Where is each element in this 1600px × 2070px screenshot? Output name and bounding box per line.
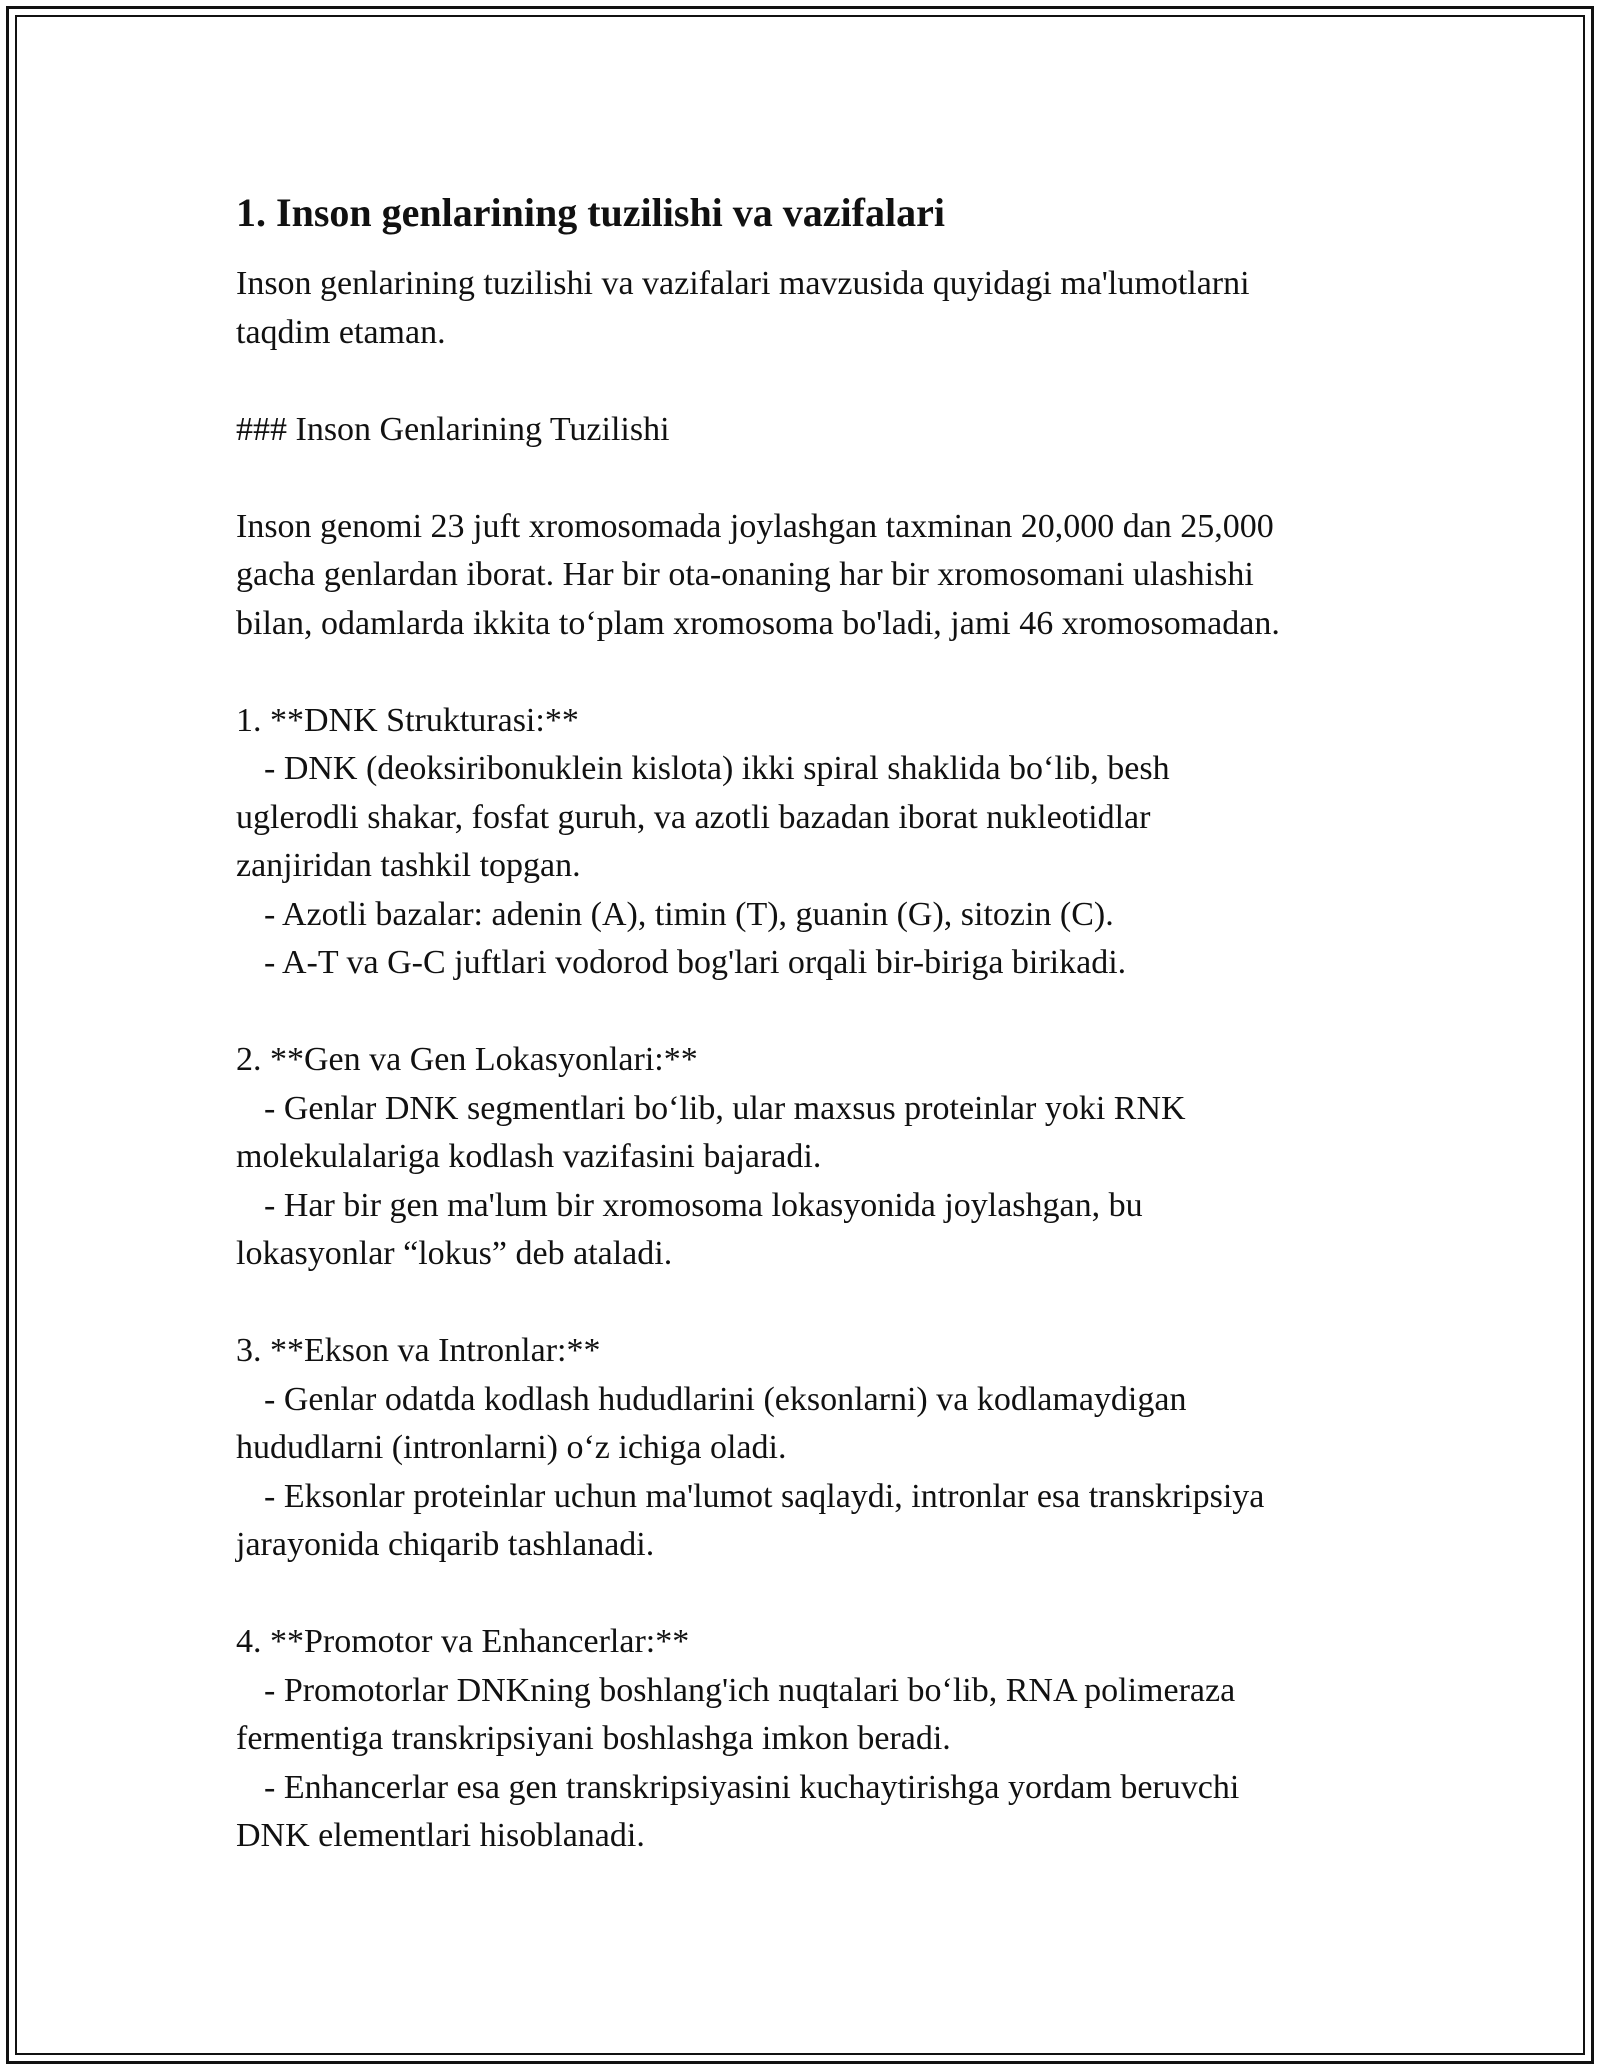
section-subheading: ### Inson Genlarining Tuzilishi — [236, 410, 670, 448]
bullet-line: - Genlar DNK segmentlari bo‘lib, ular maxsus proteinlar yoki RNK — [264, 1089, 1186, 1127]
bullet-line: - DNK (deoksiribonuklein kislota) ikki spiral shaklida bo‘lib, besh — [264, 750, 1170, 787]
continuation-line: lokasyonlar “lokus” deb ataladi. — [236, 1235, 673, 1272]
section-block — [236, 1618, 1366, 1861]
continuation-line: hududlarni (intronlarni) o‘z ichiga oladi. — [236, 1429, 787, 1466]
bullet-line: - Promotorlar DNKning boshlang'ich nuqtalari bo‘lib, RNA polimeraza — [264, 1671, 1236, 1709]
bullet-line: - Har bir gen ma'lum bir xromosoma lokasyonida joylashgan, bu — [264, 1186, 1143, 1224]
intro-paragraph — [236, 260, 1366, 357]
bullet-line: - Enhancerlar esa gen transkripsiyasini kuchaytirishga yordam beruvchi — [264, 1768, 1240, 1806]
spacer — [236, 1570, 1366, 1619]
bullet-line: - Eksonlar proteinlar uchun ma'lumot saqlaydi, intronlar esa transkripsiya — [264, 1477, 1265, 1515]
paragraph-line: Inson genomi 23 juft xromosomada joylashgan taxminan 20,000 dan 25,000 — [236, 507, 1274, 545]
continuation-line: zanjiridan tashkil topgan. — [236, 847, 581, 884]
bullet-line: - A-T va G-C juftlari vodorod bog'lari orqali bir-biriga birikadi. — [264, 944, 1127, 981]
bullet-line: - Genlar odatda kodlash hududlarini (eksonlarni) va kodlamaydigan — [264, 1380, 1187, 1418]
section-heading: 1. **DNK Strukturasi:** — [236, 701, 579, 739]
document-body — [236, 186, 1366, 1861]
continuation-line: molekulalariga kodlash vazifasini bajaradi. — [236, 1138, 822, 1175]
continuation-line: uglerodli shakar, fosfat guruh, va azotli bazadan iborat nukleotidlar — [236, 798, 1151, 836]
spacer — [236, 454, 1366, 503]
bullet-line: - Azotli bazalar: adenin (A), timin (T), guanin (G), sitozin (C). — [264, 895, 1114, 933]
spacer — [236, 240, 1366, 260]
spacer — [236, 648, 1366, 697]
continuation-line: DNK elementlari hisoblanadi. — [236, 1817, 645, 1854]
section-heading: 3. **Ekson va Intronlar:** — [236, 1332, 601, 1369]
continuation-line: fermentiga transkripsiyani boshlashga imkon beradi. — [236, 1720, 951, 1757]
continuation-line: jarayonida chiqarib tashlanadi. — [236, 1526, 655, 1563]
spacer — [236, 988, 1366, 1037]
genome-paragraph — [236, 503, 1366, 649]
section-block — [236, 1036, 1366, 1279]
section-heading: 2. **Gen va Gen Lokasyonlari:** — [236, 1041, 698, 1078]
document-title: 1. Inson genlarining tuzilishi va vazifalari — [236, 190, 945, 235]
section-block — [236, 697, 1366, 988]
numbered-sections — [236, 648, 1366, 1861]
paragraph-line: bilan, odamlarda ikkita to‘plam xromosoma bo'ladi, jami 46 xromosomadan. — [236, 604, 1280, 642]
section-heading: 4. **Promotor va Enhancerlar:** — [236, 1623, 690, 1660]
intro-line: taqdim etaman. — [236, 313, 446, 351]
section-block — [236, 1327, 1366, 1570]
paragraph-line: gacha genlardan iborat. Har bir ota-onaning har bir xromosomani ulashishi — [236, 556, 1254, 593]
intro-line: Inson genlarining tuzilishi va vazifalari mavzusida quyidagi ma'lumotlarni — [236, 265, 1250, 302]
spacer — [236, 1279, 1366, 1328]
spacer — [236, 357, 1366, 406]
